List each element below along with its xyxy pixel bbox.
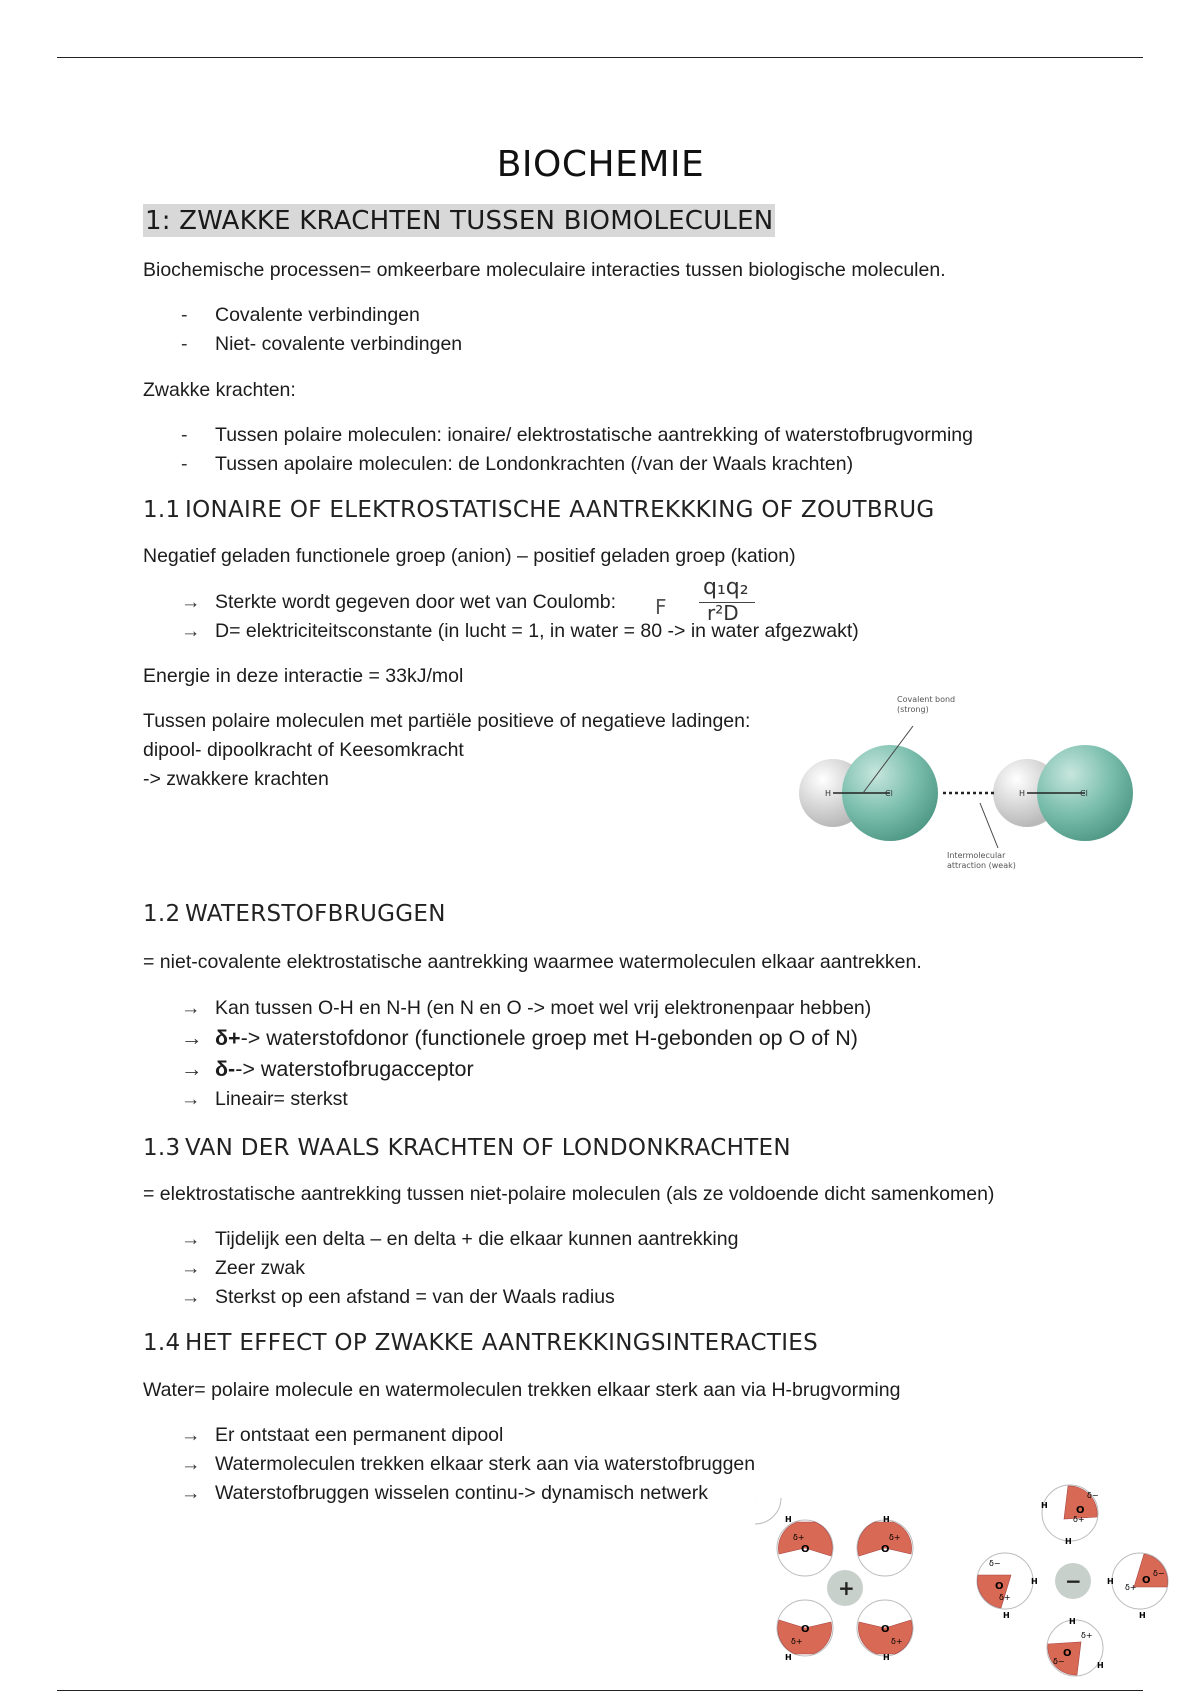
list-item bbox=[181, 1225, 738, 1254]
list-item-text: Er ontstaat een permanent dipool bbox=[215, 1424, 504, 1446]
section-number: 1.3 bbox=[143, 1135, 181, 1161]
list-item bbox=[181, 450, 973, 479]
water-molecule bbox=[755, 1498, 781, 1524]
minus-sign: − bbox=[1065, 1569, 1082, 1593]
s14-list bbox=[181, 1421, 755, 1508]
s12-list bbox=[181, 994, 871, 1114]
h-label: H bbox=[785, 1515, 792, 1524]
section-number: 1.2 bbox=[143, 901, 181, 927]
water-shell bbox=[755, 1498, 781, 1524]
covalent-bond-label-sub: (strong) bbox=[897, 705, 929, 714]
water-molecule bbox=[777, 1520, 833, 1576]
list-item-text: Lineair= sterkst bbox=[215, 1088, 348, 1110]
bond-list bbox=[181, 301, 462, 359]
list-item bbox=[181, 421, 973, 450]
arrow-marker: → bbox=[181, 1453, 201, 1475]
cl-label: Cl bbox=[1080, 789, 1088, 798]
delta-plus-label: δ+ bbox=[793, 1533, 805, 1542]
formula-lhs: F bbox=[655, 595, 667, 619]
delta-minus-symbol: δ- bbox=[215, 1057, 236, 1081]
list-item bbox=[181, 1450, 755, 1479]
delta-minus-label: δ− bbox=[989, 1559, 1001, 1568]
h-label: H bbox=[1031, 1577, 1038, 1586]
section-title: IONAIRE OF ELEKTROSTATISCHE AANTREKKKING OF ZOUTBRUG bbox=[185, 497, 935, 523]
h-label: H bbox=[883, 1515, 890, 1524]
weak-forces-label: Zwakke krachten: bbox=[143, 379, 296, 401]
h-label: H bbox=[1069, 1617, 1076, 1626]
list-item bbox=[181, 1421, 755, 1450]
top-rule bbox=[57, 57, 1143, 58]
dipole-line-2: dipool- dipoolkracht of Keesomkracht bbox=[143, 739, 464, 761]
section-heading-1-3 bbox=[143, 1135, 791, 1161]
dash-marker: - bbox=[181, 424, 188, 446]
energy-text: Energie in deze interactie = 33kJ/mol bbox=[143, 665, 464, 687]
delta-minus-label: δ− bbox=[1087, 1491, 1099, 1500]
o-label: O bbox=[995, 1581, 1004, 1592]
intermolecular-label-sub: attraction (weak) bbox=[947, 861, 1016, 870]
s12-definition: = niet-covalente elektrostatische aantrekking waarmee watermoleculen elkaar aantrekken. bbox=[143, 951, 922, 973]
list-item bbox=[181, 1085, 871, 1114]
o-label: O bbox=[1063, 1648, 1072, 1659]
bottom-rule bbox=[57, 1690, 1143, 1691]
list-item bbox=[181, 1283, 738, 1312]
list-item bbox=[181, 1054, 871, 1085]
h-label: H bbox=[825, 789, 832, 798]
formula-numerator: q₁q₂ bbox=[703, 575, 749, 600]
intermolecular-pointer bbox=[980, 803, 998, 848]
section-number: 1.1 bbox=[143, 497, 181, 523]
delta-plus-label: δ+ bbox=[1073, 1515, 1085, 1524]
s14-definition: Water= polaire molecule en watermoleculen trekken elkaar sterk aan via H-brugvorming bbox=[143, 1379, 901, 1401]
s11-paragraph: Negatief geladen functionele groep (anion) – positief geladen groep (kation) bbox=[143, 545, 796, 567]
dipole-line-3: -> zwakkere krachten bbox=[143, 768, 329, 790]
water-molecule bbox=[857, 1520, 913, 1576]
intermolecular-label: Intermolecular bbox=[947, 851, 1006, 860]
section-number: 1.4 bbox=[143, 1330, 181, 1356]
dash-marker: - bbox=[181, 304, 188, 326]
list-item-text: D= elektriciteitsconstante (in lucht = 1, in water = 80 -> in water afgezwakt) bbox=[215, 620, 859, 642]
section-heading-1-2 bbox=[143, 901, 446, 927]
h-label: H bbox=[1019, 789, 1026, 798]
list-item bbox=[181, 1479, 755, 1508]
h-label: H bbox=[1003, 1611, 1010, 1620]
section-heading-1-1 bbox=[143, 497, 934, 523]
h-label: H bbox=[883, 1653, 890, 1662]
h-label: H bbox=[1065, 1537, 1072, 1546]
o-label: O bbox=[881, 1624, 890, 1635]
list-item bbox=[181, 1023, 871, 1054]
delta-plus-symbol: δ+ bbox=[215, 1026, 241, 1050]
coulomb-formula bbox=[655, 577, 765, 633]
section-title: WATERSTOFBRUGGEN bbox=[185, 901, 446, 927]
cation-hydration-figure bbox=[755, 1498, 935, 1678]
water-molecule bbox=[857, 1600, 913, 1656]
intro-text: Biochemische processen= omkeerbare moleculaire interacties tussen biologische moleculen. bbox=[143, 259, 946, 281]
list-item-text: -> waterstofbrugacceptor bbox=[235, 1057, 474, 1081]
arrow-marker: → bbox=[181, 1026, 203, 1050]
formula-denominator: r²D bbox=[707, 601, 739, 625]
arrow-marker: → bbox=[181, 997, 201, 1019]
hcl-dipole-figure bbox=[795, 690, 1145, 875]
h-label: H bbox=[785, 1653, 792, 1662]
o-label: O bbox=[801, 1624, 810, 1635]
list-item bbox=[181, 330, 462, 359]
water-molecule bbox=[1047, 1620, 1103, 1676]
delta-plus-label: δ+ bbox=[791, 1637, 803, 1646]
h-label: H bbox=[1139, 1611, 1146, 1620]
o-label: O bbox=[1142, 1575, 1151, 1586]
section-title: HET EFFECT OP ZWAKKE AANTREKKINGSINTERACTIES bbox=[185, 1330, 819, 1356]
list-item-text: Sterkst op een afstand = van der Waals radius bbox=[215, 1286, 615, 1308]
arrow-marker: → bbox=[181, 1257, 201, 1279]
s13-list bbox=[181, 1225, 738, 1312]
cl-label: Cl bbox=[885, 789, 893, 798]
list-item-text: Watermoleculen trekken elkaar sterk aan via waterstofbruggen bbox=[215, 1453, 756, 1475]
list-item-text: Covalente verbindingen bbox=[215, 304, 420, 326]
arrow-marker: → bbox=[181, 1424, 201, 1446]
delta-plus-label: δ+ bbox=[889, 1533, 901, 1542]
h-label: H bbox=[1097, 1661, 1104, 1670]
delta-plus-label: δ+ bbox=[1125, 1583, 1137, 1592]
weak-forces-list bbox=[181, 421, 973, 479]
dash-marker: - bbox=[181, 453, 188, 475]
o-label: O bbox=[881, 1544, 890, 1555]
water-molecule bbox=[1112, 1553, 1168, 1609]
list-item-text: Tijdelijk een delta – en delta + die elkaar kunnen aantrekking bbox=[215, 1228, 739, 1250]
plus-sign: + bbox=[838, 1576, 855, 1600]
arrow-marker: → bbox=[181, 591, 201, 613]
dipole-line-1: Tussen polaire moleculen met partiële positieve of negatieve ladingen: bbox=[143, 710, 751, 732]
delta-minus-label: δ− bbox=[1053, 1657, 1065, 1666]
list-item-text: Zeer zwak bbox=[215, 1257, 305, 1279]
arrow-marker: → bbox=[181, 1228, 201, 1250]
list-item-text: Tussen apolaire moleculen: de Londonkrachten (/van der Waals krachten) bbox=[215, 453, 854, 475]
list-item-text: Waterstofbruggen wisselen continu-> dynamisch netwerk bbox=[215, 1482, 708, 1504]
o-label: O bbox=[801, 1544, 810, 1555]
arrow-marker: → bbox=[181, 1482, 201, 1504]
document-title: BIOCHEMIE bbox=[496, 144, 705, 185]
delta-plus-label: δ+ bbox=[999, 1593, 1011, 1602]
list-item bbox=[181, 1254, 738, 1283]
delta-minus-label: δ− bbox=[1153, 1569, 1165, 1578]
h-label: H bbox=[1041, 1501, 1048, 1510]
dash-marker: - bbox=[181, 333, 188, 355]
list-item-text: Niet- covalente verbindingen bbox=[215, 333, 463, 355]
water-molecule bbox=[777, 1600, 833, 1656]
chapter-heading: 1: ZWAKKE KRACHTEN TUSSEN BIOMOLECULEN bbox=[145, 206, 774, 236]
list-item-text: Tussen polaire moleculen: ionaire/ elektrostatische aantrekking of waterstofbrugvorming bbox=[215, 424, 973, 446]
delta-plus-label: δ+ bbox=[1081, 1631, 1093, 1640]
arrow-marker: → bbox=[181, 620, 201, 642]
arrow-marker: → bbox=[181, 1057, 203, 1081]
delta-plus-label: δ+ bbox=[891, 1637, 903, 1646]
arrow-marker: → bbox=[181, 1286, 201, 1308]
o-label: O bbox=[1076, 1505, 1085, 1516]
list-item bbox=[181, 994, 871, 1023]
list-item-text: -> waterstofdonor (functionele groep met H-gebonden op O of N) bbox=[240, 1026, 858, 1050]
list-item-text: Kan tussen O-H en N-H (en N en O -> moet wel vrij elektronenpaar hebben) bbox=[215, 997, 872, 1019]
arrow-marker: → bbox=[181, 1088, 201, 1110]
covalent-bond-label: Covalent bond bbox=[897, 695, 956, 704]
section-heading-1-4 bbox=[143, 1330, 818, 1356]
section-title: VAN DER WAALS KRACHTEN OF LONDONKRACHTEN bbox=[185, 1135, 791, 1161]
list-item-text: Sterkte wordt gegeven door wet van Coulomb: bbox=[215, 591, 617, 613]
list-item bbox=[181, 301, 462, 330]
anion-hydration-figure bbox=[975, 1478, 1175, 1683]
h-label: H bbox=[1107, 1577, 1114, 1586]
s13-definition: = elektrostatische aantrekking tussen niet-polaire moleculen (als ze voldoende dicht samenkomen) bbox=[143, 1183, 995, 1205]
